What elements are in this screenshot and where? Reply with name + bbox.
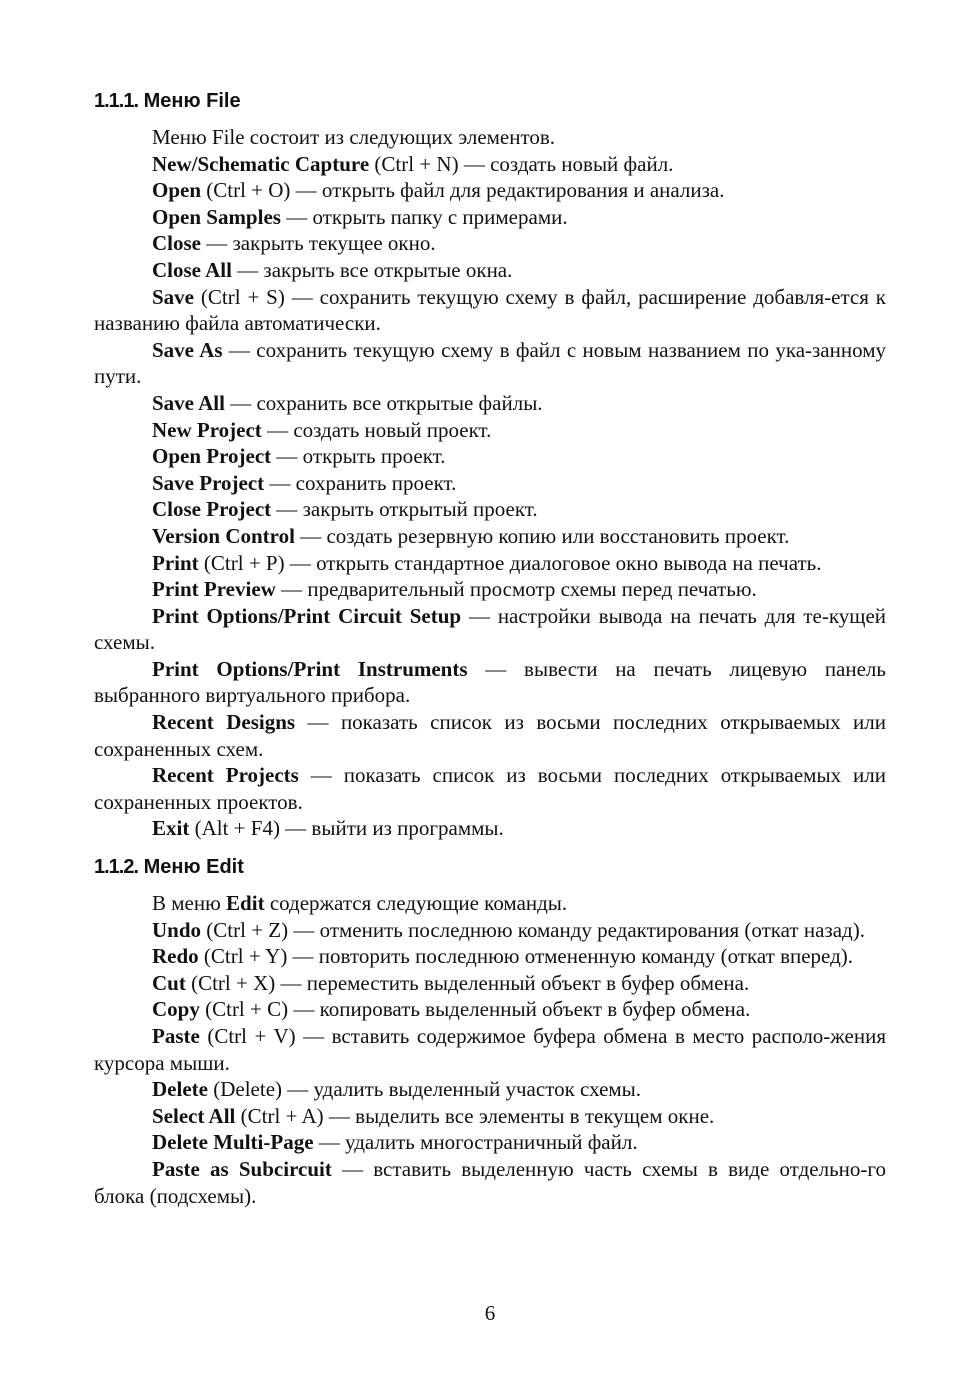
menu-item-print-preview: [94, 576, 886, 603]
menu-item-description: — закрыть текущее окно.: [201, 231, 436, 256]
menu-item-term: Version Control: [152, 523, 295, 548]
menu-item-recent-designs: [94, 709, 886, 762]
menu-item-term: Exit: [152, 816, 190, 841]
menu-item-description: (Alt + F4) — выйти из программы.: [189, 816, 504, 841]
menu-item-term: New Project: [152, 417, 262, 442]
menu-item-undo: [94, 917, 886, 944]
menu-item-description: — предварительный просмотр схемы перед печатью.: [275, 577, 757, 602]
paragraph-text: содержатся следующие команды.: [264, 891, 568, 916]
menu-item-term: Select All: [152, 1103, 236, 1128]
intro-paragraph: [94, 890, 886, 917]
menu-item-term: Print: [152, 550, 199, 575]
menu-item-description: — вывести на печать лицевую панель выбранного виртуального прибора.: [94, 656, 886, 708]
menu-item-paste: [94, 1023, 886, 1076]
section-heading-edit-menu: [94, 854, 886, 890]
menu-item-redo: [94, 943, 886, 970]
menu-item-term: Save As: [152, 337, 223, 362]
menu-item-delete: [94, 1076, 886, 1103]
menu-item-term: Print Options/Print Instruments: [152, 656, 468, 681]
menu-item-term: Save: [152, 284, 194, 309]
menu-item-save-project: [94, 470, 886, 497]
menu-item-description: — удалить многостраничный файл.: [313, 1130, 638, 1155]
menu-item-cut: [94, 970, 886, 997]
menu-item-term: New/Schematic Capture: [152, 151, 370, 176]
menu-item-select-all: [94, 1103, 886, 1130]
section-body-edit-menu: [94, 890, 886, 1209]
intro-paragraph: [94, 124, 886, 151]
paragraph-text: Меню File состоит из следующих элементов.: [152, 125, 556, 149]
menu-item-description: (Ctrl + Z) — отменить последнюю команду редактирования (откат назад).: [201, 917, 865, 942]
menu-item-description: — настройки вывода на печать для те-кущей схемы.: [94, 603, 886, 655]
menu-item-description: — показать список из восьми последних открываемых или сохраненных проектов.: [94, 763, 886, 814]
menu-item-open-samples: [94, 204, 886, 231]
menu-item-close-project: [94, 496, 886, 523]
section-title: Меню Edit: [143, 856, 244, 879]
menu-item-description: (Ctrl + P) — открыть стандартное диалоговое окно вывода на печать.: [198, 550, 822, 575]
menu-item-description: (Ctrl + O) — открыть файл для редактирования и анализа.: [201, 178, 725, 203]
menu-item-description: (Ctrl + V) — вставить содержимое буфера обмена в место располо-жения курсора мыши.: [94, 1024, 886, 1075]
menu-item-term: Open Project: [152, 444, 272, 469]
menu-item-term: Copy: [152, 997, 200, 1022]
menu-item-description: — сохранить текущую схему в файл с новым названием по ука-занному пути.: [94, 337, 886, 389]
menu-item-description: — создать резервную копию или восстановить проект.: [294, 523, 790, 548]
menu-item-description: — закрыть все открытые окна.: [231, 257, 513, 282]
menu-item-term: Print Options/Print Circuit Setup: [152, 603, 462, 628]
menu-item-description: (Ctrl + S) — сохранить текущую схему в файл, расширение добавля-ется к названию файла автоматически.: [94, 284, 886, 336]
page-number: 6: [484, 1301, 496, 1325]
menu-item-print-circuit-setup: [94, 603, 886, 656]
menu-item-version-control: [94, 523, 886, 550]
menu-item-term: Close All: [152, 257, 232, 282]
menu-item-term: Delete: [152, 1077, 208, 1102]
menu-item-description: (Ctrl + C) — копировать выделенный объект в буфер обмена.: [199, 997, 751, 1022]
menu-item-term: Recent Designs: [152, 710, 296, 735]
menu-item-description: (Ctrl + Y) — повторить последнюю отмененную команду (откат вперед).: [198, 944, 854, 969]
menu-item-delete-multi-page: [94, 1129, 886, 1156]
menu-item-save-all: [94, 390, 886, 417]
menu-item-description: — открыть папку с примерами.: [280, 204, 568, 229]
menu-item-save-as: [94, 337, 886, 390]
menu-item-term: Open: [152, 178, 202, 203]
menu-item-term: Close: [152, 231, 201, 256]
menu-item-open-project: [94, 443, 886, 470]
menu-item-term: Redo: [152, 944, 199, 969]
menu-item-term: Undo: [152, 917, 202, 942]
menu-item-term: Paste: [152, 1024, 200, 1048]
menu-item-print: [94, 550, 886, 577]
menu-item-term: Edit: [226, 891, 265, 916]
menu-item-description: (Ctrl + X) — переместить выделенный объект в буфер обмена.: [185, 970, 750, 995]
menu-item-new-schematic-capture: [94, 151, 886, 178]
menu-item-description: — создать новый проект.: [261, 417, 492, 442]
menu-item-description: (Delete) — удалить выделенный участок схемы.: [207, 1077, 642, 1102]
section-body-file-menu: [94, 124, 886, 842]
document-page: [94, 88, 886, 1209]
menu-item-term: Recent Projects: [152, 763, 299, 788]
paragraph-lead: В меню: [152, 891, 227, 916]
menu-item-description: — вставить выделенную часть схемы в виде отдельно-го блока (подсхемы).: [94, 1156, 886, 1208]
menu-item-term: Paste as Subcircuit: [152, 1156, 332, 1181]
menu-item-close: [94, 230, 886, 257]
menu-item-new-project: [94, 417, 886, 444]
section-number: 1.1.1.: [94, 90, 139, 112]
menu-item-save: [94, 284, 886, 337]
menu-item-open: [94, 177, 886, 204]
menu-item-description: — закрыть открытый проект.: [271, 497, 538, 522]
menu-item-term: Save All: [152, 390, 225, 415]
menu-item-exit: [94, 815, 886, 842]
menu-item-close-all: [94, 257, 886, 284]
menu-item-description: — сохранить проект.: [264, 470, 457, 495]
menu-item-description: — открыть проект.: [271, 444, 446, 469]
menu-item-term: Print Preview: [152, 577, 276, 602]
section-title: Меню File: [143, 90, 241, 112]
menu-item-description: — сохранить все открытые файлы.: [224, 390, 543, 415]
menu-item-paste-as-subcircuit: [94, 1156, 886, 1209]
menu-item-description: (Ctrl + A) — выделить все элементы в текущем окне.: [235, 1103, 715, 1128]
menu-item-term: Cut: [152, 970, 186, 995]
menu-item-description: (Ctrl + N) — создать новый файл.: [369, 151, 674, 176]
menu-item-term: Delete Multi-Page: [152, 1130, 314, 1155]
menu-item-recent-projects: [94, 762, 886, 815]
section-number: 1.1.2.: [94, 856, 139, 879]
menu-item-description: — показать список из восьми последних открываемых или сохраненных схем.: [94, 710, 886, 761]
menu-item-term: Save Project: [152, 470, 265, 495]
menu-item-term: Close Project: [152, 497, 272, 522]
menu-item-print-instruments: [94, 656, 886, 709]
section-heading-file-menu: [94, 88, 886, 124]
menu-item-copy: [94, 996, 886, 1023]
menu-item-term: Open Samples: [152, 204, 281, 229]
